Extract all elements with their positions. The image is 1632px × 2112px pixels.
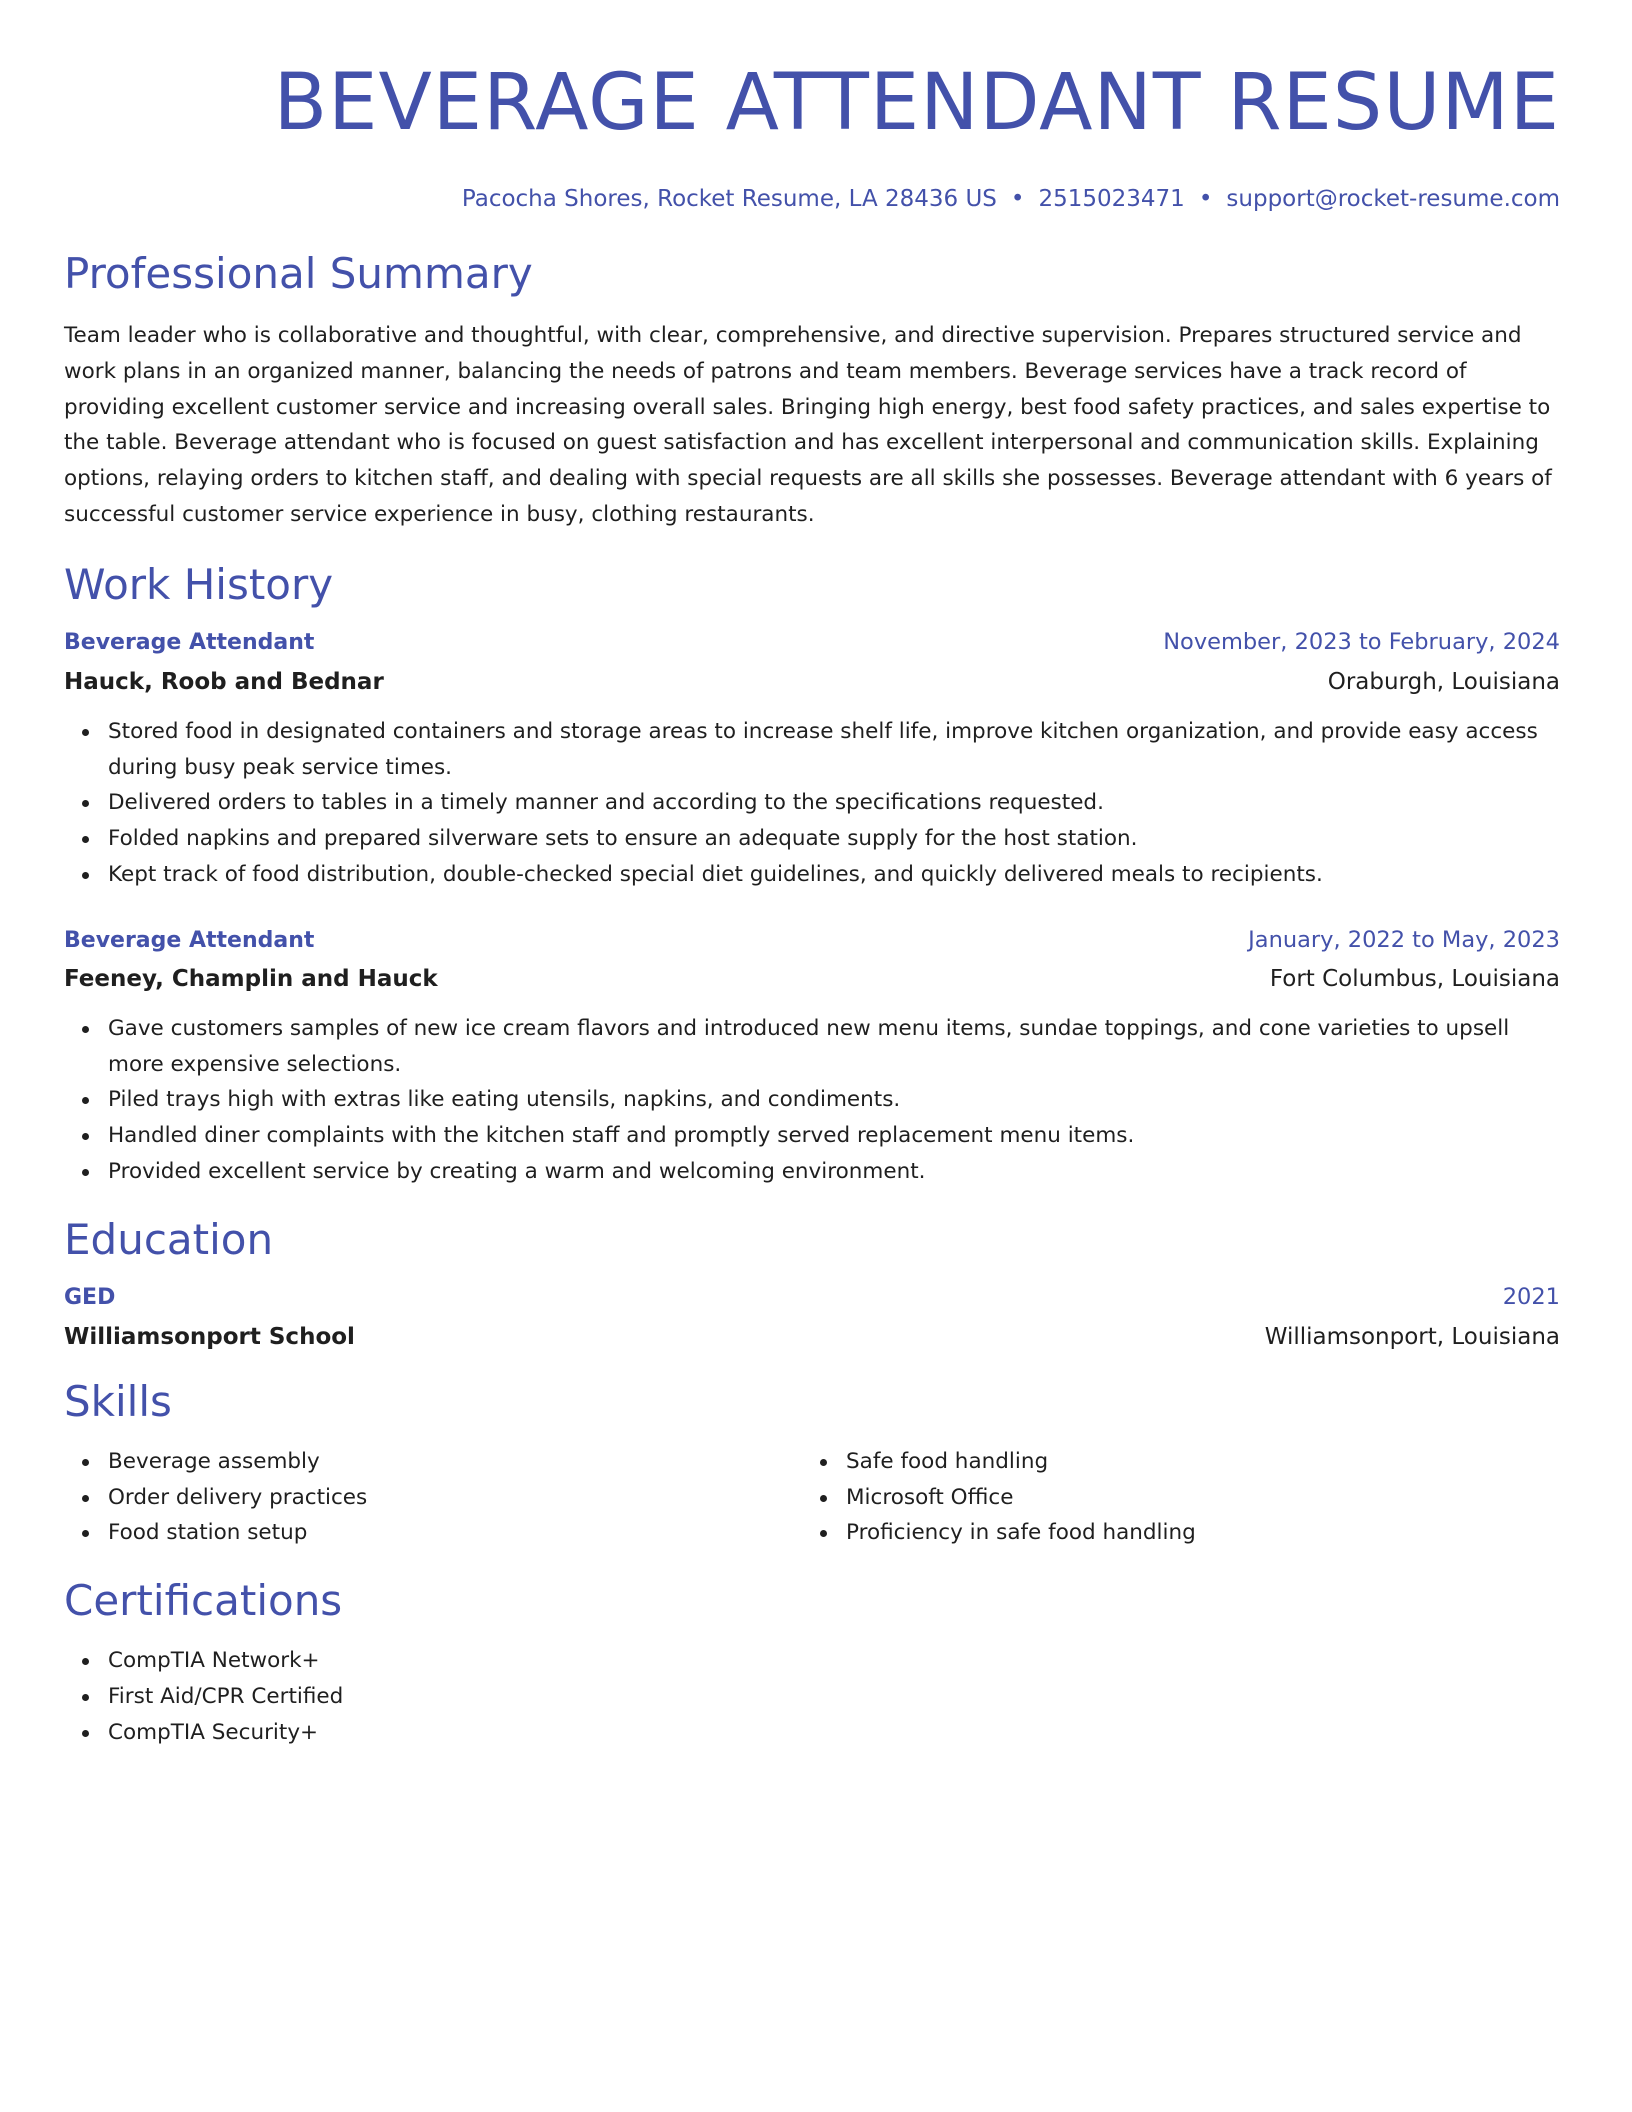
list-item: Kept track of food distribution, double-checked special diet guidelines, and quickly delivered meals to recipients. (108, 857, 1560, 893)
certifications-heading: Certifications (64, 1576, 343, 1626)
work-history-heading: Work History (64, 559, 334, 609)
list-item: Delivered orders to tables in a timely manner and according to the specifications requested. (108, 785, 1560, 821)
skill-item: Proficiency in safe food handling (846, 1515, 1540, 1551)
skill-item: Food station setup (108, 1515, 802, 1551)
job-entry (64, 925, 1560, 1190)
job-company: Hauck, Roob and Bednar (64, 668, 384, 695)
skills-columns (64, 1444, 1560, 1551)
job-role: Beverage Attendant (64, 927, 315, 953)
skills-list-right (802, 1444, 1540, 1551)
skill-item: Safe food handling (846, 1444, 1540, 1480)
list-item: Stored food in designated containers and storage areas to increase shelf life, improve kitchen organization, and provide easy access during busy peak service times. (108, 714, 1560, 786)
certification-item: CompTIA Security+ (108, 1715, 1560, 1751)
job-company-row (64, 667, 1560, 697)
job-location: Oraburgh, Louisiana (1327, 668, 1560, 695)
job-role: Beverage Attendant (64, 629, 315, 655)
education-school: Williamsonport School (64, 1323, 355, 1350)
education-heading: Education (64, 1214, 274, 1264)
certification-item: First Aid/CPR Certified (108, 1679, 1560, 1715)
job-bullets (64, 1011, 1560, 1190)
education-school-row (64, 1322, 1560, 1352)
skill-item: Microsoft Office (846, 1480, 1540, 1516)
job-dates: January, 2022 to May, 2023 (1248, 926, 1560, 953)
job-location: Fort Columbus, Louisiana (1269, 965, 1560, 992)
job-company: Feeney, Champlin and Hauck (64, 965, 438, 992)
contact-line (64, 184, 1560, 214)
job-entry (64, 627, 1560, 893)
list-item: Gave customers samples of new ice cream flavors and introduced new menu items, sundae toppings, and cone varieties to upsell more expensive selections. (108, 1011, 1560, 1083)
education-location: Williamsonport, Louisiana (1264, 1323, 1560, 1350)
job-dates: November, 2023 to February, 2024 (1163, 628, 1560, 655)
job-header-row (64, 627, 1560, 658)
resume-page (64, 0, 1560, 1751)
education-header-row (64, 1282, 1560, 1313)
contact-email: support@rocket-resume.com (1226, 186, 1560, 212)
skill-item: Beverage assembly (108, 1444, 802, 1480)
skills-list-left (64, 1444, 802, 1551)
education-degree: GED (64, 1284, 116, 1310)
skills-heading: Skills (64, 1376, 172, 1426)
list-item: Provided excellent service by creating a warm and welcoming environment. (108, 1154, 1560, 1190)
summary-heading: Professional Summary (64, 249, 533, 298)
contact-separator: • (1198, 186, 1213, 212)
contact-separator: • (1010, 186, 1025, 212)
certifications-list (64, 1643, 1560, 1750)
certification-item: CompTIA Network+ (108, 1643, 1560, 1679)
job-bullets (64, 714, 1560, 893)
list-item: Handled diner complaints with the kitchen staff and promptly served replacement menu items. (108, 1118, 1560, 1154)
contact-address: Pacocha Shores, Rocket Resume, LA 28436 US (461, 186, 997, 212)
resume-title: BEVERAGE ATTENDANT RESUME (273, 58, 1560, 148)
education-year: 2021 (1502, 1283, 1560, 1310)
list-item: Piled trays high with extras like eating utensils, napkins, and condiments. (108, 1082, 1560, 1118)
education-entry (64, 1282, 1560, 1352)
summary-text: Team leader who is collaborative and thoughtful, with clear, comprehensive, and directive supervision. Prepares structured service and work plans in an organized manner, balancing the needs of patrons and team members. Beverage services have a track record of providing excellent customer service and increasing overall sales. Bringing high energy, best food safety practices, and sales expertise to the table. Beverage attendant who is focused on guest satisfaction and has excellent interpersonal and communication skills. Explaining options, relaying orders to kitchen staff, and dealing with special requests are all skills she possesses. Beverage attendant with 6 years of successful customer service experience in busy, clothing restaurants. (64, 323, 1552, 527)
contact-phone: 2515023471 (1038, 186, 1185, 212)
list-item: Folded napkins and prepared silverware sets to ensure an adequate supply for the host station. (108, 821, 1560, 857)
job-header-row (64, 925, 1560, 956)
job-company-row (64, 964, 1560, 994)
skill-item: Order delivery practices (108, 1480, 802, 1516)
